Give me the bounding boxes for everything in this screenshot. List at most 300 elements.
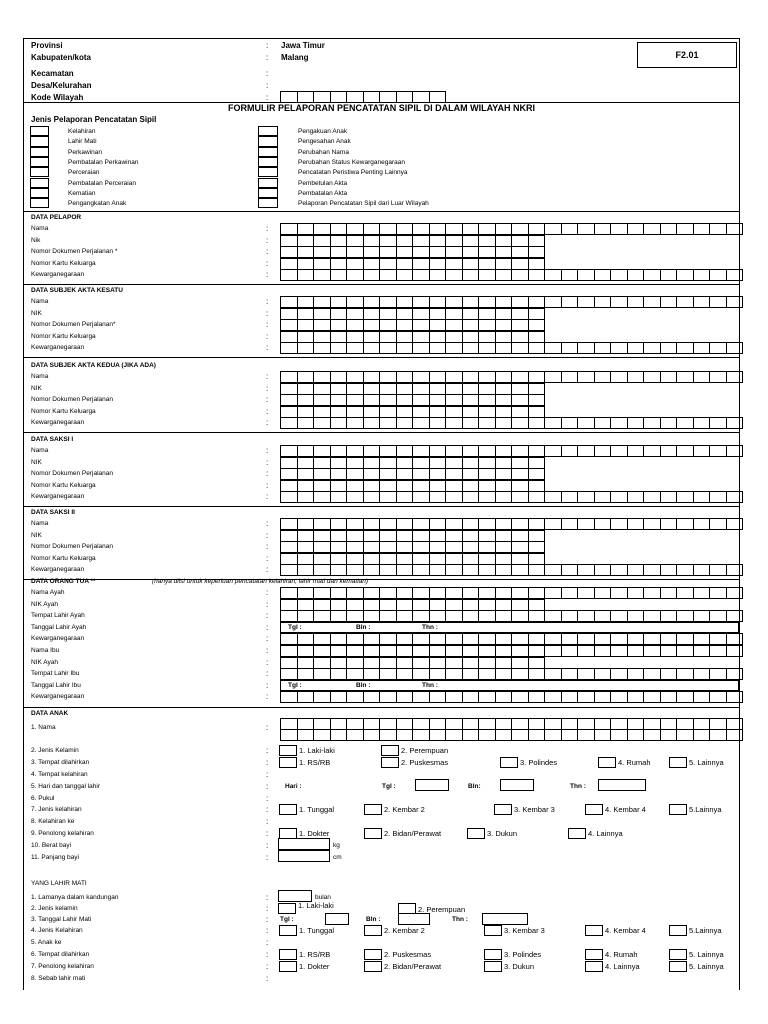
grid-cell[interactable] xyxy=(478,342,496,354)
grid-cell[interactable] xyxy=(429,518,447,530)
grid-cell[interactable] xyxy=(709,445,727,457)
grid-cell[interactable] xyxy=(396,657,414,669)
grid-cell[interactable] xyxy=(528,371,546,383)
grid-cell[interactable] xyxy=(709,645,727,657)
grid-cell[interactable] xyxy=(709,296,727,308)
option-checkbox[interactable] xyxy=(279,961,297,972)
grid-cell[interactable] xyxy=(528,457,546,469)
grid-cell[interactable] xyxy=(330,553,348,565)
grid-cell[interactable] xyxy=(709,518,727,530)
grid-cell[interactable] xyxy=(396,480,414,492)
grid-cell[interactable] xyxy=(594,223,612,235)
grid-cell[interactable] xyxy=(676,417,694,429)
grid-cell[interactable] xyxy=(511,530,529,542)
grid-cell[interactable] xyxy=(429,645,447,657)
grid-cell[interactable] xyxy=(676,645,694,657)
grid-cell[interactable] xyxy=(297,610,315,622)
grid-cell[interactable] xyxy=(396,610,414,622)
grid-cell[interactable] xyxy=(313,258,331,270)
grid-cell[interactable] xyxy=(280,564,298,576)
grid-cell[interactable] xyxy=(462,668,480,680)
grid-cell[interactable] xyxy=(363,246,381,258)
grid-cell[interactable] xyxy=(610,610,628,622)
grid-cell[interactable] xyxy=(709,668,727,680)
grid-cell[interactable] xyxy=(330,541,348,553)
grid-cell[interactable] xyxy=(511,541,529,553)
grid-cell[interactable] xyxy=(462,342,480,354)
grid-cell[interactable] xyxy=(627,587,645,599)
grid-cell[interactable] xyxy=(627,564,645,576)
grid-cell[interactable] xyxy=(462,553,480,565)
grid-cell[interactable] xyxy=(363,541,381,553)
date-row[interactable] xyxy=(280,680,739,691)
grid-cell[interactable] xyxy=(445,599,463,611)
grid-cell[interactable] xyxy=(363,371,381,383)
grid-cell[interactable] xyxy=(544,342,562,354)
grid-cell[interactable] xyxy=(594,296,612,308)
grid-cell[interactable] xyxy=(280,457,298,469)
grid-cell[interactable] xyxy=(379,610,397,622)
grid-cell[interactable] xyxy=(412,691,430,703)
grid-cell[interactable] xyxy=(313,729,331,741)
grid-cell[interactable] xyxy=(610,491,628,503)
grid-cell[interactable] xyxy=(346,645,364,657)
grid-cell[interactable] xyxy=(445,223,463,235)
grid-cell[interactable] xyxy=(363,587,381,599)
grid-cell[interactable] xyxy=(544,417,562,429)
grid-cell[interactable] xyxy=(594,729,612,741)
grid-cell[interactable] xyxy=(313,691,331,703)
grid-cell[interactable] xyxy=(412,657,430,669)
grid-cell[interactable] xyxy=(363,406,381,418)
grid-cell[interactable] xyxy=(363,269,381,281)
jenis-checkbox[interactable] xyxy=(258,147,278,157)
grid-cell[interactable] xyxy=(429,564,447,576)
grid-cell[interactable] xyxy=(313,223,331,235)
grid-cell[interactable] xyxy=(511,668,529,680)
grid-cell[interactable] xyxy=(379,668,397,680)
grid-cell[interactable] xyxy=(495,633,513,645)
grid-cell[interactable] xyxy=(462,564,480,576)
grid-cell[interactable] xyxy=(495,729,513,741)
grid-cell[interactable] xyxy=(280,530,298,542)
grid-cell[interactable] xyxy=(313,406,331,418)
jenis-checkbox[interactable] xyxy=(30,188,49,198)
grid-cell[interactable] xyxy=(379,406,397,418)
grid-cell[interactable] xyxy=(379,394,397,406)
grid-cell[interactable] xyxy=(528,645,546,657)
grid-cell[interactable] xyxy=(594,691,612,703)
grid-cell[interactable] xyxy=(445,457,463,469)
grid-cell[interactable] xyxy=(379,445,397,457)
grid-cell[interactable] xyxy=(462,633,480,645)
grid-cell[interactable] xyxy=(627,518,645,530)
grid-cell[interactable] xyxy=(511,518,529,530)
grid-cell[interactable] xyxy=(726,371,744,383)
grid-cell[interactable] xyxy=(478,610,496,622)
grid-cell[interactable] xyxy=(445,296,463,308)
grid-cell[interactable] xyxy=(495,269,513,281)
grid-cell[interactable] xyxy=(363,518,381,530)
grid-cell[interactable] xyxy=(445,729,463,741)
grid-cell[interactable] xyxy=(660,371,678,383)
grid-cell[interactable] xyxy=(396,258,414,270)
grid-cell[interactable] xyxy=(396,553,414,565)
grid-cell[interactable] xyxy=(330,657,348,669)
grid-cell[interactable] xyxy=(280,599,298,611)
grid-cell[interactable] xyxy=(297,691,315,703)
grid-cell[interactable] xyxy=(577,371,595,383)
grid-cell[interactable] xyxy=(594,610,612,622)
grid-cell[interactable] xyxy=(412,406,430,418)
grid-cell[interactable] xyxy=(627,342,645,354)
grid-cell[interactable] xyxy=(594,417,612,429)
jenis-checkbox[interactable] xyxy=(30,167,49,177)
grid-cell[interactable] xyxy=(726,633,744,645)
grid-cell[interactable] xyxy=(610,223,628,235)
grid-cell[interactable] xyxy=(346,468,364,480)
panjang-box[interactable] xyxy=(278,850,330,862)
grid-cell[interactable] xyxy=(412,530,430,542)
grid-cell[interactable] xyxy=(313,308,331,320)
grid-cell[interactable] xyxy=(528,587,546,599)
grid-cell[interactable] xyxy=(528,610,546,622)
option-checkbox[interactable] xyxy=(585,961,603,972)
grid-cell[interactable] xyxy=(330,235,348,247)
grid-cell[interactable] xyxy=(313,235,331,247)
grid-cell[interactable] xyxy=(297,258,315,270)
grid-cell[interactable] xyxy=(396,729,414,741)
option-checkbox[interactable] xyxy=(364,804,382,815)
grid-cell[interactable] xyxy=(610,342,628,354)
grid-cell[interactable] xyxy=(412,491,430,503)
grid-cell[interactable] xyxy=(478,331,496,343)
grid-cell[interactable] xyxy=(577,223,595,235)
grid-cell[interactable] xyxy=(478,587,496,599)
jenis-checkbox[interactable] xyxy=(258,178,278,188)
grid-cell[interactable] xyxy=(495,480,513,492)
grid-cell[interactable] xyxy=(379,599,397,611)
grid-cell[interactable] xyxy=(643,417,661,429)
grid-cell[interactable] xyxy=(495,691,513,703)
grid-cell[interactable] xyxy=(396,633,414,645)
grid-cell[interactable] xyxy=(429,457,447,469)
grid-cell[interactable] xyxy=(511,564,529,576)
grid-cell[interactable] xyxy=(660,691,678,703)
grid-cell[interactable] xyxy=(478,319,496,331)
option-checkbox[interactable] xyxy=(381,745,399,756)
grid-cell[interactable] xyxy=(528,258,546,270)
option-checkbox[interactable] xyxy=(494,804,512,815)
grid-cell[interactable] xyxy=(280,541,298,553)
grid-cell[interactable] xyxy=(594,269,612,281)
grid-cell[interactable] xyxy=(363,610,381,622)
field-grid[interactable] xyxy=(280,258,544,270)
grid-cell[interactable] xyxy=(379,657,397,669)
field-grid[interactable] xyxy=(280,296,742,308)
grid-cell[interactable] xyxy=(297,564,315,576)
grid-cell[interactable] xyxy=(363,457,381,469)
grid-cell[interactable] xyxy=(445,308,463,320)
grid-cell[interactable] xyxy=(280,235,298,247)
option-checkbox[interactable] xyxy=(669,949,687,960)
grid-cell[interactable] xyxy=(429,541,447,553)
grid-cell[interactable] xyxy=(528,308,546,320)
bln-box[interactable] xyxy=(500,779,534,791)
grid-cell[interactable] xyxy=(643,445,661,457)
grid-cell[interactable] xyxy=(610,269,628,281)
grid-cell[interactable] xyxy=(495,246,513,258)
grid-cell[interactable] xyxy=(726,564,744,576)
grid-cell[interactable] xyxy=(709,417,727,429)
jenis-checkbox[interactable] xyxy=(258,126,278,136)
grid-cell[interactable] xyxy=(429,258,447,270)
grid-cell[interactable] xyxy=(280,319,298,331)
field-grid[interactable] xyxy=(280,657,544,669)
grid-cell[interactable] xyxy=(396,564,414,576)
grid-cell[interactable] xyxy=(709,633,727,645)
grid-cell[interactable] xyxy=(693,371,711,383)
grid-cell[interactable] xyxy=(577,518,595,530)
grid-cell[interactable] xyxy=(561,491,579,503)
grid-cell[interactable] xyxy=(346,599,364,611)
grid-cell[interactable] xyxy=(363,530,381,542)
grid-cell[interactable] xyxy=(379,691,397,703)
field-grid[interactable] xyxy=(280,319,544,331)
grid-cell[interactable] xyxy=(495,319,513,331)
grid-cell[interactable] xyxy=(610,564,628,576)
grid-cell[interactable] xyxy=(445,691,463,703)
grid-cell[interactable] xyxy=(280,657,298,669)
grid-cell[interactable] xyxy=(577,269,595,281)
grid-cell[interactable] xyxy=(330,518,348,530)
grid-cell[interactable] xyxy=(280,553,298,565)
grid-cell[interactable] xyxy=(693,518,711,530)
grid-cell[interactable] xyxy=(346,258,364,270)
grid-cell[interactable] xyxy=(495,530,513,542)
grid-cell[interactable] xyxy=(726,587,744,599)
grid-cell[interactable] xyxy=(379,553,397,565)
grid-cell[interactable] xyxy=(379,518,397,530)
grid-cell[interactable] xyxy=(528,633,546,645)
option-checkbox[interactable] xyxy=(279,949,297,960)
grid-cell[interactable] xyxy=(462,541,480,553)
grid-cell[interactable] xyxy=(412,553,430,565)
grid-cell[interactable] xyxy=(313,553,331,565)
grid-cell[interactable] xyxy=(610,645,628,657)
grid-cell[interactable] xyxy=(627,371,645,383)
grid-cell[interactable] xyxy=(693,587,711,599)
grid-cell[interactable] xyxy=(297,417,315,429)
grid-cell[interactable] xyxy=(280,668,298,680)
grid-cell[interactable] xyxy=(544,445,562,457)
grid-cell[interactable] xyxy=(478,599,496,611)
grid-cell[interactable] xyxy=(693,633,711,645)
grid-cell[interactable] xyxy=(643,564,661,576)
grid-cell[interactable] xyxy=(561,668,579,680)
jenis-checkbox[interactable] xyxy=(258,167,278,177)
grid-cell[interactable] xyxy=(363,417,381,429)
grid-cell[interactable] xyxy=(363,633,381,645)
grid-cell[interactable] xyxy=(660,645,678,657)
grid-cell[interactable] xyxy=(478,308,496,320)
grid-cell[interactable] xyxy=(726,223,744,235)
grid-cell[interactable] xyxy=(445,480,463,492)
grid-cell[interactable] xyxy=(544,269,562,281)
grid-cell[interactable] xyxy=(280,729,298,741)
grid-cell[interactable] xyxy=(346,296,364,308)
jenis-checkbox[interactable] xyxy=(30,198,49,208)
grid-cell[interactable] xyxy=(280,223,298,235)
grid-cell[interactable] xyxy=(577,417,595,429)
grid-cell[interactable] xyxy=(330,258,348,270)
jenis-checkbox[interactable] xyxy=(258,157,278,167)
grid-cell[interactable] xyxy=(627,491,645,503)
field-grid[interactable] xyxy=(280,468,544,480)
grid-cell[interactable] xyxy=(313,668,331,680)
grid-cell[interactable] xyxy=(528,394,546,406)
grid-cell[interactable] xyxy=(511,599,529,611)
grid-cell[interactable] xyxy=(429,599,447,611)
grid-cell[interactable] xyxy=(313,417,331,429)
grid-cell[interactable] xyxy=(594,645,612,657)
grid-cell[interactable] xyxy=(313,530,331,542)
grid-cell[interactable] xyxy=(495,587,513,599)
grid-cell[interactable] xyxy=(412,480,430,492)
grid-cell[interactable] xyxy=(643,633,661,645)
grid-cell[interactable] xyxy=(330,319,348,331)
grid-cell[interactable] xyxy=(610,518,628,530)
grid-cell[interactable] xyxy=(544,371,562,383)
grid-cell[interactable] xyxy=(330,331,348,343)
grid-cell[interactable] xyxy=(445,633,463,645)
grid-cell[interactable] xyxy=(429,394,447,406)
grid-cell[interactable] xyxy=(462,468,480,480)
grid-cell[interactable] xyxy=(280,491,298,503)
grid-cell[interactable] xyxy=(643,371,661,383)
grid-cell[interactable] xyxy=(478,235,496,247)
option-checkbox[interactable] xyxy=(278,903,296,914)
grid-cell[interactable] xyxy=(379,564,397,576)
grid-cell[interactable] xyxy=(528,564,546,576)
grid-cell[interactable] xyxy=(379,468,397,480)
grid-cell[interactable] xyxy=(363,445,381,457)
grid-cell[interactable] xyxy=(313,468,331,480)
grid-cell[interactable] xyxy=(462,308,480,320)
grid-cell[interactable] xyxy=(379,729,397,741)
grid-cell[interactable] xyxy=(429,371,447,383)
grid-cell[interactable] xyxy=(445,668,463,680)
grid-cell[interactable] xyxy=(561,371,579,383)
grid-cell[interactable] xyxy=(709,564,727,576)
grid-cell[interactable] xyxy=(462,269,480,281)
field-grid[interactable] xyxy=(280,417,742,429)
grid-cell[interactable] xyxy=(429,383,447,395)
grid-cell[interactable] xyxy=(330,342,348,354)
grid-cell[interactable] xyxy=(660,296,678,308)
grid-cell[interactable] xyxy=(297,308,315,320)
grid-cell[interactable] xyxy=(379,319,397,331)
grid-cell[interactable] xyxy=(495,296,513,308)
grid-cell[interactable] xyxy=(594,564,612,576)
grid-cell[interactable] xyxy=(544,691,562,703)
grid-cell[interactable] xyxy=(462,645,480,657)
grid-cell[interactable] xyxy=(313,518,331,530)
grid-cell[interactable] xyxy=(495,445,513,457)
grid-cell[interactable] xyxy=(363,308,381,320)
grid-cell[interactable] xyxy=(561,633,579,645)
grid-cell[interactable] xyxy=(313,371,331,383)
grid-cell[interactable] xyxy=(495,417,513,429)
grid-cell[interactable] xyxy=(643,587,661,599)
grid-cell[interactable] xyxy=(577,445,595,457)
grid-cell[interactable] xyxy=(511,394,529,406)
grid-cell[interactable] xyxy=(511,383,529,395)
grid-cell[interactable] xyxy=(412,599,430,611)
grid-cell[interactable] xyxy=(478,269,496,281)
grid-cell[interactable] xyxy=(330,417,348,429)
grid-cell[interactable] xyxy=(544,491,562,503)
grid-cell[interactable] xyxy=(396,342,414,354)
grid-cell[interactable] xyxy=(313,587,331,599)
field-grid[interactable] xyxy=(280,553,544,565)
grid-cell[interactable] xyxy=(528,668,546,680)
grid-cell[interactable] xyxy=(577,491,595,503)
grid-cell[interactable] xyxy=(346,457,364,469)
grid-cell[interactable] xyxy=(462,480,480,492)
grid-cell[interactable] xyxy=(412,258,430,270)
grid-cell[interactable] xyxy=(346,691,364,703)
grid-cell[interactable] xyxy=(478,246,496,258)
grid-cell[interactable] xyxy=(462,319,480,331)
grid-cell[interactable] xyxy=(544,564,562,576)
grid-cell[interactable] xyxy=(346,331,364,343)
grid-cell[interactable] xyxy=(280,406,298,418)
grid-cell[interactable] xyxy=(594,587,612,599)
option-checkbox[interactable] xyxy=(669,757,687,768)
field-grid[interactable] xyxy=(280,633,742,645)
grid-cell[interactable] xyxy=(429,530,447,542)
grid-cell[interactable] xyxy=(429,445,447,457)
field-grid[interactable] xyxy=(280,480,544,492)
grid-cell[interactable] xyxy=(297,541,315,553)
grid-cell[interactable] xyxy=(478,406,496,418)
grid-cell[interactable] xyxy=(610,417,628,429)
grid-cell[interactable] xyxy=(495,457,513,469)
grid-cell[interactable] xyxy=(445,406,463,418)
grid-cell[interactable] xyxy=(462,599,480,611)
grid-cell[interactable] xyxy=(676,518,694,530)
grid-cell[interactable] xyxy=(412,518,430,530)
grid-cell[interactable] xyxy=(396,223,414,235)
grid-cell[interactable] xyxy=(445,657,463,669)
grid-cell[interactable] xyxy=(280,610,298,622)
grid-cell[interactable] xyxy=(280,383,298,395)
grid-cell[interactable] xyxy=(379,235,397,247)
grid-cell[interactable] xyxy=(478,564,496,576)
grid-cell[interactable] xyxy=(379,491,397,503)
grid-cell[interactable] xyxy=(412,383,430,395)
grid-cell[interactable] xyxy=(297,371,315,383)
grid-cell[interactable] xyxy=(478,729,496,741)
grid-cell[interactable] xyxy=(330,491,348,503)
grid-cell[interactable] xyxy=(429,587,447,599)
grid-cell[interactable] xyxy=(660,417,678,429)
grid-cell[interactable] xyxy=(313,383,331,395)
grid-cell[interactable] xyxy=(330,633,348,645)
field-grid[interactable] xyxy=(280,610,742,622)
grid-cell[interactable] xyxy=(346,319,364,331)
